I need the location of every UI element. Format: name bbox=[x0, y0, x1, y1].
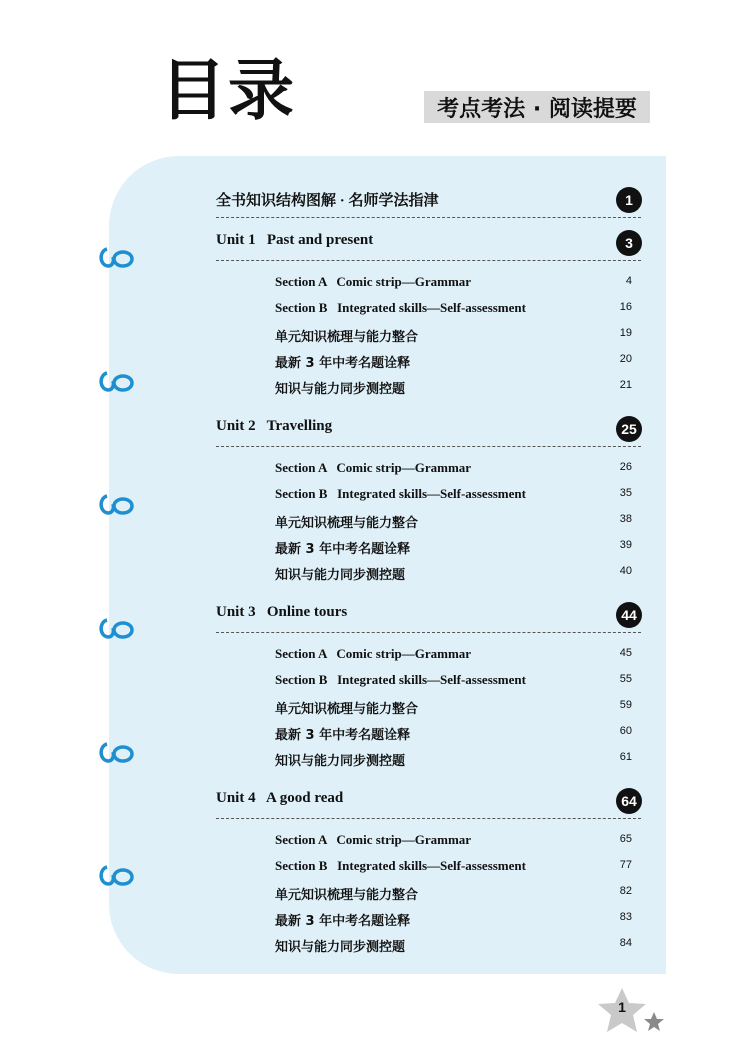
toc-subentry[interactable] bbox=[275, 750, 632, 770]
toc-subentry-label: 最新 3 年中考名题诠释 bbox=[275, 356, 411, 371]
page-number: 1 bbox=[618, 999, 626, 1015]
toc-subentry-label: 单元知识梳理与能力整合 bbox=[275, 888, 419, 903]
toc-subentry-label: Section B Integrated skills—Self-assessment bbox=[275, 300, 526, 315]
toc-subentry-page: 39 bbox=[619, 539, 632, 551]
toc-entry-label: Unit 4 A good read bbox=[216, 790, 344, 806]
toc-subentry-page: 20 bbox=[619, 353, 632, 365]
toc-subentry-page: 55 bbox=[619, 673, 632, 685]
toc-subentry[interactable] bbox=[275, 910, 632, 930]
toc-subentry[interactable] bbox=[275, 512, 632, 532]
toc-subentry-label: Section A Comic strip—Grammar bbox=[275, 460, 472, 475]
toc-subentry[interactable] bbox=[275, 352, 632, 372]
toc-subentry-label: 单元知识梳理与能力整合 bbox=[275, 330, 419, 345]
page-badge: 44 bbox=[616, 602, 642, 628]
toc-subentry[interactable] bbox=[275, 698, 632, 718]
toc-subentry-page: 35 bbox=[619, 487, 632, 499]
toc-subentry-page: 4 bbox=[625, 275, 632, 287]
toc-entry[interactable] bbox=[216, 187, 641, 218]
toc-subentry[interactable] bbox=[275, 564, 632, 584]
toc-subentry[interactable] bbox=[275, 884, 632, 904]
toc-subentry-page: 61 bbox=[619, 751, 632, 763]
toc-subentry-label: Section B Integrated skills—Self-assessment bbox=[275, 486, 526, 501]
toc-subentry-page: 82 bbox=[619, 885, 632, 897]
page-badge: 64 bbox=[616, 788, 642, 814]
toc-entry[interactable] bbox=[216, 602, 641, 633]
toc-entry-label: Unit 1 Past and present bbox=[216, 232, 374, 248]
toc-entry[interactable] bbox=[216, 416, 641, 447]
toc-subentry-page: 45 bbox=[619, 647, 632, 659]
toc-subentry-label: Section B Integrated skills—Self-assessment bbox=[275, 672, 526, 687]
toc-subentry-label: Section A Comic strip—Grammar bbox=[275, 646, 472, 661]
toc-subentry-page: 84 bbox=[619, 937, 632, 949]
toc-subentry-label: 单元知识梳理与能力整合 bbox=[275, 702, 419, 717]
toc-subentry-page: 38 bbox=[619, 513, 632, 525]
toc-subentry[interactable] bbox=[275, 936, 632, 956]
toc-entry-label: 全书知识结构图解 · 名师学法指津 bbox=[216, 193, 439, 209]
toc-subentry[interactable] bbox=[275, 486, 632, 506]
toc-subentry-page: 40 bbox=[619, 565, 632, 577]
toc-subentry-page: 65 bbox=[619, 833, 632, 845]
toc-subentry-label: 最新 3 年中考名题诠释 bbox=[275, 542, 411, 557]
toc-subentry[interactable] bbox=[275, 326, 632, 346]
toc-subentry-label: 最新 3 年中考名题诠释 bbox=[275, 728, 411, 743]
toc-subentry-label: 知识与能力同步测控题 bbox=[275, 754, 406, 769]
toc-entry-label: Unit 3 Online tours bbox=[216, 604, 348, 620]
toc-entry[interactable] bbox=[216, 230, 641, 261]
toc-subentry-label: Section B Integrated skills—Self-assessment bbox=[275, 858, 526, 873]
page-badge: 25 bbox=[616, 416, 642, 442]
toc-subentry-label: Section A Comic strip—Grammar bbox=[275, 274, 472, 289]
toc-subentry[interactable] bbox=[275, 300, 632, 320]
toc-subentry-label: Section A Comic strip—Grammar bbox=[275, 832, 472, 847]
toc-subentry-label: 最新 3 年中考名题诠释 bbox=[275, 914, 411, 929]
toc-subentry-page: 59 bbox=[619, 699, 632, 711]
toc-subentry-page: 83 bbox=[619, 911, 632, 923]
toc-subentry[interactable] bbox=[275, 538, 632, 558]
toc-subentry-page: 16 bbox=[619, 301, 632, 313]
toc-subentry-page: 19 bbox=[619, 327, 632, 339]
page-badge: 1 bbox=[616, 187, 642, 213]
toc-subentry-label: 知识与能力同步测控题 bbox=[275, 382, 406, 397]
page-subtitle: 考点考法 · 阅读提要 bbox=[424, 91, 650, 123]
toc-subentry[interactable] bbox=[275, 672, 632, 692]
toc-subentry-page: 26 bbox=[619, 461, 632, 473]
toc-subentry-page: 21 bbox=[619, 379, 632, 391]
page-title: 目录 bbox=[160, 52, 296, 129]
toc-subentry[interactable] bbox=[275, 832, 632, 852]
toc-subentry-label: 知识与能力同步测控题 bbox=[275, 940, 406, 955]
toc-entry[interactable] bbox=[216, 788, 641, 819]
toc-subentry-page: 60 bbox=[619, 725, 632, 737]
toc-subentry[interactable] bbox=[275, 858, 632, 878]
toc-entry-label: Unit 2 Travelling bbox=[216, 418, 333, 434]
toc-subentry[interactable] bbox=[275, 378, 632, 398]
toc-subentry-label: 单元知识梳理与能力整合 bbox=[275, 516, 419, 531]
toc-subentry[interactable] bbox=[275, 460, 632, 480]
page-badge: 3 bbox=[616, 230, 642, 256]
toc-subentry[interactable] bbox=[275, 646, 632, 666]
toc-subentry-label: 知识与能力同步测控题 bbox=[275, 568, 406, 583]
toc-subentry[interactable] bbox=[275, 274, 632, 294]
toc-subentry[interactable] bbox=[275, 724, 632, 744]
toc-subentry-page: 77 bbox=[619, 859, 632, 871]
